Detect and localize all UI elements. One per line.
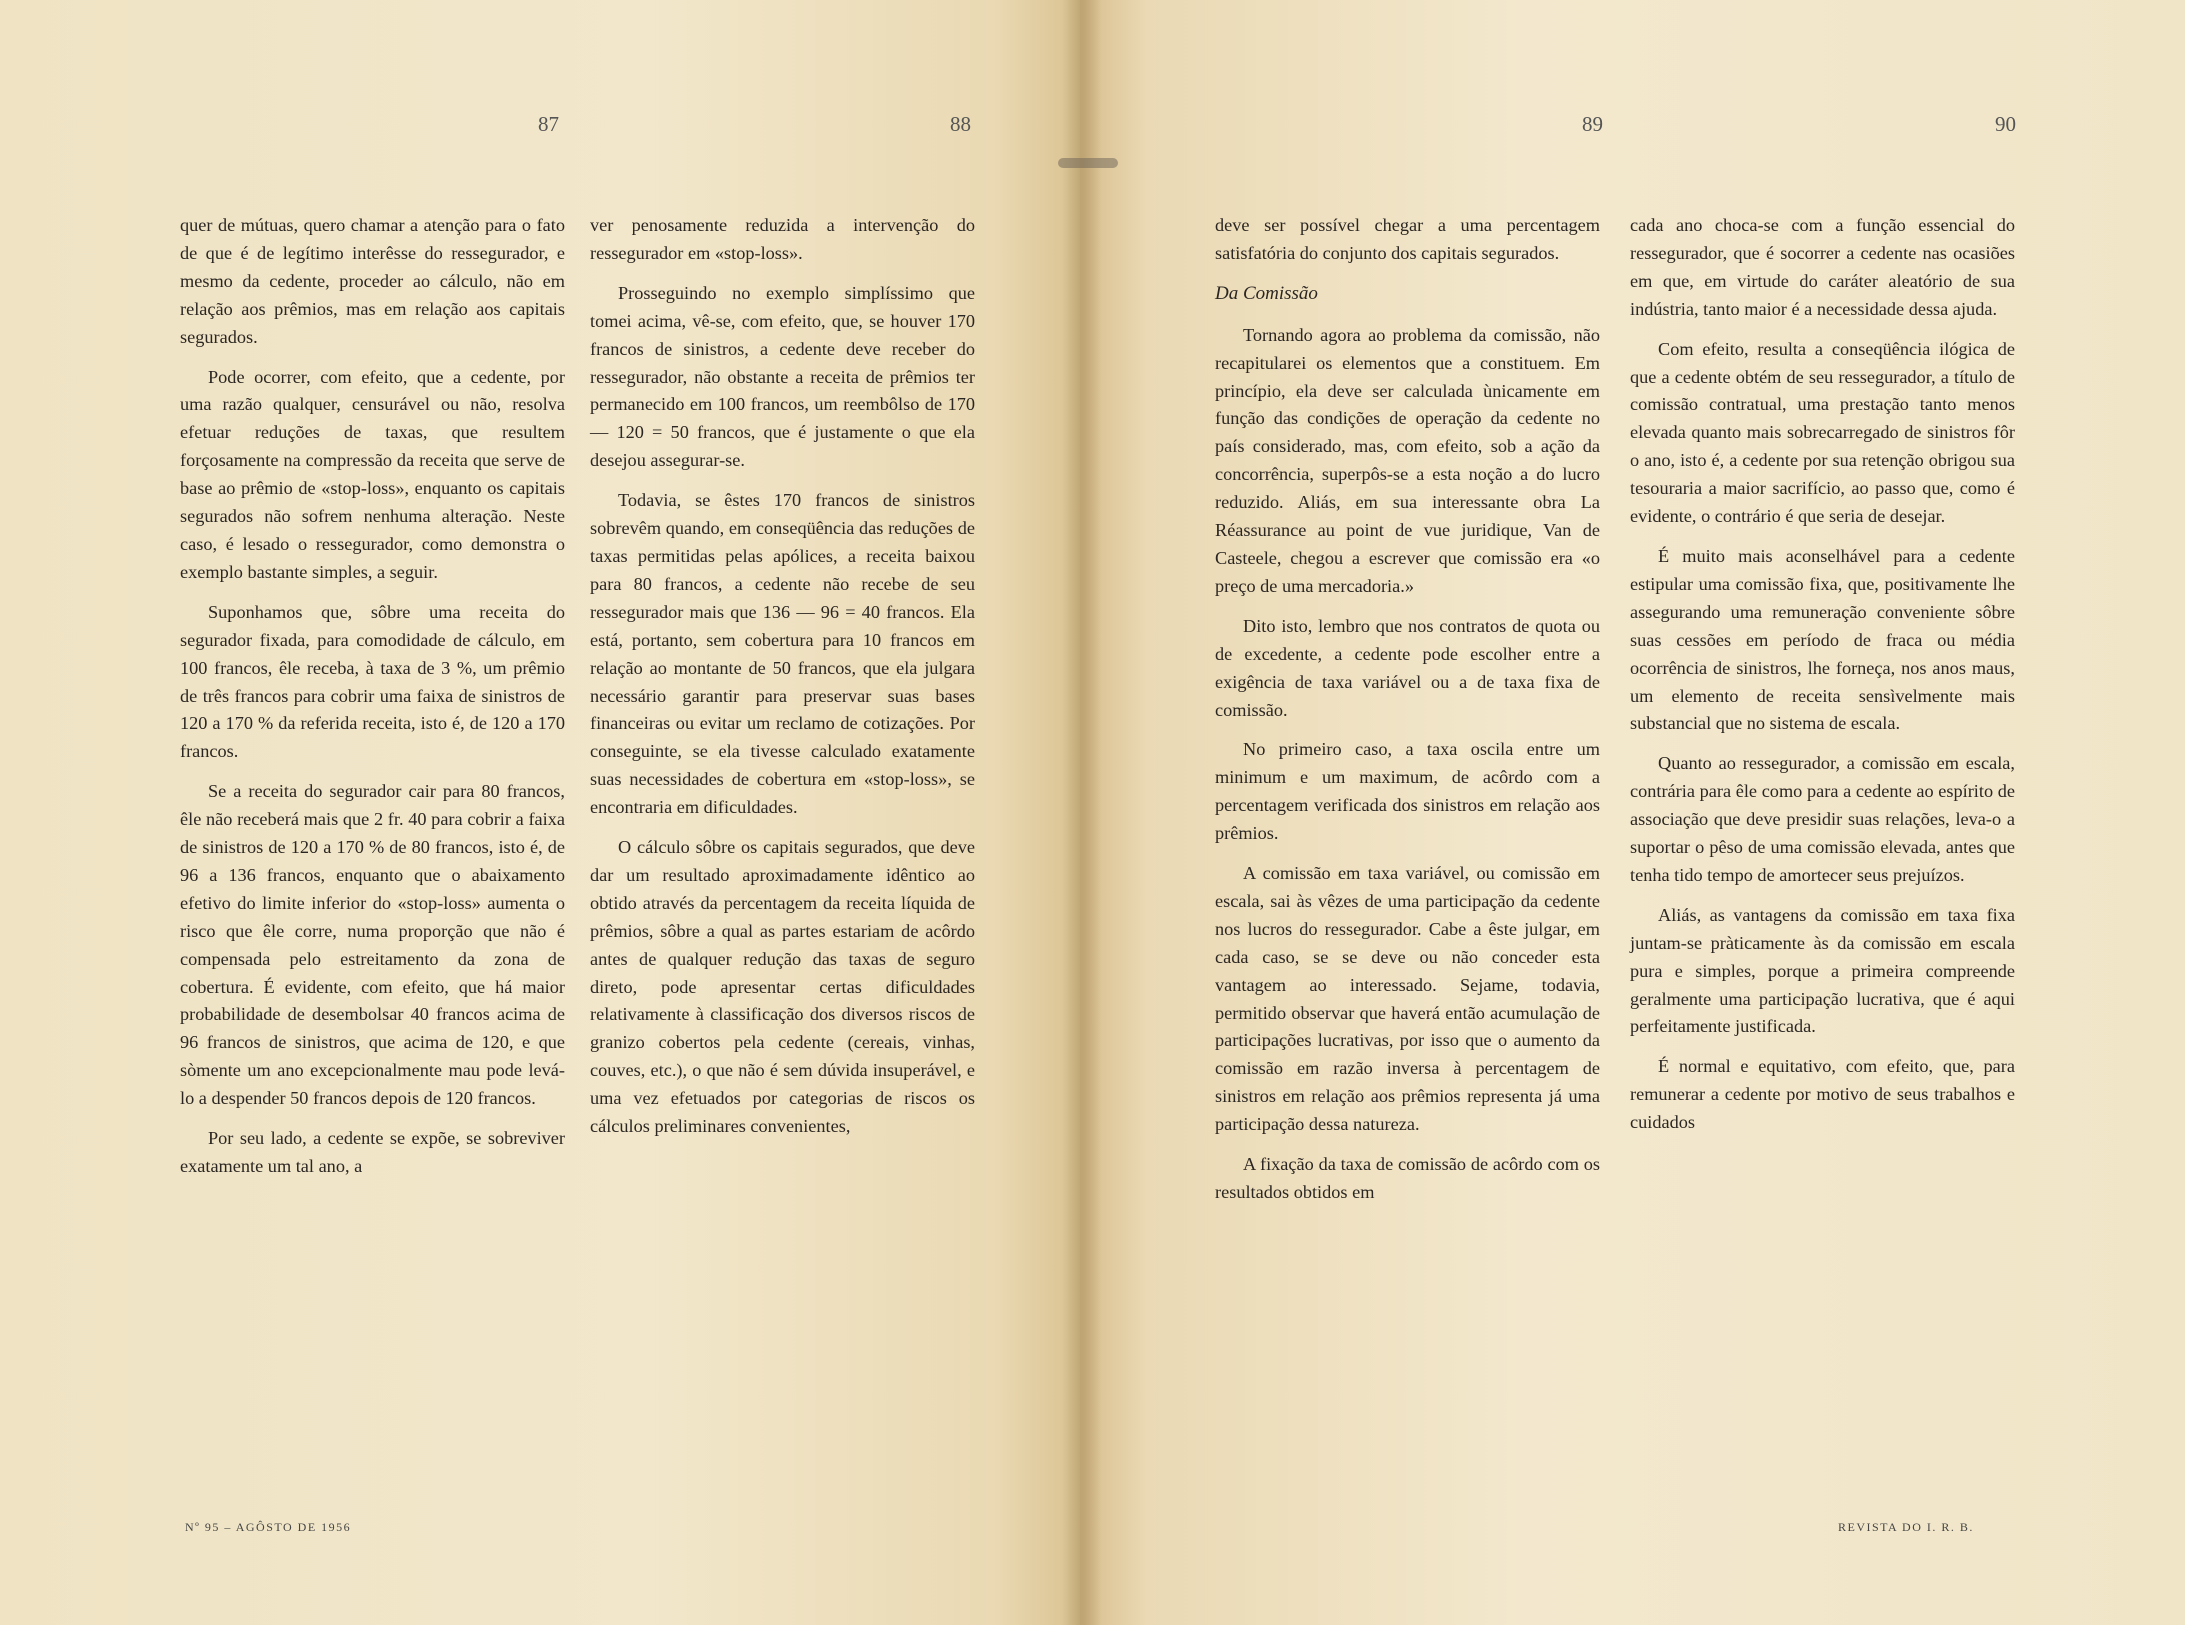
page-number-87: 87 — [538, 112, 559, 136]
paragraph: A comissão em taxa variável, ou comissão em escala, sai às vêzes de uma participação da cedente nos lucros do ressegurador. Cabe a êste julgar, em cada caso, se se deve ou não conceder esta vantagem ao interessado. Sejame, todavia, permitido observar que haverá então acumulação de participações lucrativas, por isso que o aumento da comissão em razão inversa à percentagem de sinistros em relação aos prêmios representa já uma participação dessa natureza. — [1215, 863, 1600, 1135]
paragraph: cada ano choca-se com a função essencial do ressegurador, que é socorrer a cedente nas ocasiões em que, em virtude do caráter aleatório de sua indústria, tanto maior é a necessidade dessa ajuda. — [1630, 215, 2015, 319]
paragraph: A fixação da taxa de comissão de acôrdo com os resultados obtidos em — [1215, 1154, 1600, 1202]
staple-mark — [1058, 158, 1118, 168]
page-number-89: 89 — [1582, 112, 1603, 136]
page-90-text-column — [1630, 212, 2015, 1149]
page-number-88: 88 — [950, 112, 971, 136]
paragraph: No primeiro caso, a taxa oscila entre um minimum e um maximum, de acôrdo com a percentagem verificada dos sinistros em relação aos prêmios. — [1215, 739, 1600, 844]
paragraph: Pode ocorrer, com efeito, que a cedente, por uma razão qualquer, censurável ou não, resolva efetuar reduções de taxas, que resultem forçosamente na compressão da receita que serve de base ao prêmio de «stop-loss», enquanto os capitais segurados não sofrem nenhuma alteração. Neste caso, é lesado o ressegurador, como demonstra o exemplo bastante simples, a seguir. — [180, 366, 565, 582]
paragraph: Todavia, se êstes 170 francos de sinistros sobrevêm quando, em conseqüência das reduções de taxas permitidas pelas apólices, a receita baixou para 80 francos, a cedente não recebe de seu ressegurador mais que 136 — 96 = 40 francos. Ela está, portanto, sem cobertura para 10 francos em relação ao montante de 50 francos, que ela julgara necessário garantir para preservar suas bases financeiras ou evitar um reclamo de cotizações. Por conseguinte, se ela tivesse calculado exatamente suas necessidades de cobertura em «stop-loss», se encontraria em dificuldades. — [590, 490, 975, 818]
paragraph: Com efeito, resulta a conseqüência ilógica de que a cedente obtém de seu ressegurador, a título de comissão contratual, uma prestação tanto menos elevada quanto mais sobrecarregado de sinistros fôr o ano, isto é, a cedente por sua retenção obrigou sua tesouraria a maior sacrifício, ao passo que, como é evidente, o contrário é que seria de desejar. — [1630, 338, 2015, 527]
paragraph: Por seu lado, a cedente se expõe, se sobreviver exatamente um tal ano, a — [180, 1128, 565, 1176]
page-88-text-column — [590, 212, 975, 1153]
section-heading: Da Comissão — [1215, 282, 1318, 304]
paragraph: É normal e equitativo, com efeito, que, para remunerar a cedente por motivo de seus trabalhos e cuidados — [1630, 1056, 2015, 1133]
paragraph: É muito mais aconselhável para a cedente estipular uma comissão fixa, que, positivamente lhe assegurando uma remuneração conveniente sôbre suas cessões em período de fraca ou média ocorrência de sinistros, lhe forneça, nos anos maus, um elemento de receita sensìvelmente mais substancial que no sistema de escala. — [1630, 545, 2015, 734]
paragraph: Aliás, as vantagens da comissão em taxa fixa juntam-se pràticamente às da comissão em escala pura e simples, porque a primeira compreende geralmente uma participação lucrativa, que é aqui perfeitamente justificada. — [1630, 904, 2015, 1037]
page-footer-issue: Nº 95 – AGÔSTO DE 1956 — [185, 1520, 352, 1534]
paragraph: O cálculo sôbre os capitais segurados, que deve dar um resultado aproximadamente idêntico ao obtido através da percentagem da receita líquida de prêmios, sôbre a qual as partes estariam de acôrdo antes de qualquer redução das taxas de seguro direto, pode apresentar certas dificuldades relativamente à classificação dos diversos riscos de granizo cobertos pela cedente (cereais, vinhas, couves, etc.), o que não é sem dúvida insuperável, e uma vez efetuados por categorias de riscos os cálculos preliminares convenientes, — [590, 837, 975, 1137]
paragraph: quer de mútuas, quero chamar a atenção para o fato de que é de legítimo interêsse do ressegurador, e mesmo da cedente, proceder ao cálculo, não em relação aos prêmios, mas em relação aos capitais segurados. — [180, 215, 565, 347]
paragraph: Dito isto, lembro que nos contratos de quota ou de excedente, a cedente pode escolher entre a exigência de taxa variável ou a de taxa fixa de comissão. — [1215, 615, 1600, 720]
paragraph: Suponhamos que, sôbre uma receita do segurador fixada, para comodidade de cálculo, em 100 francos, êle receba, à taxa de 3 %, um prêmio de três francos para cobrir uma faixa de sinistros de 120 a 170 % da referida receita, isto é, de 120 a 170 francos. — [180, 601, 565, 762]
binding-gutter — [1062, 0, 1102, 1625]
page-89-text-column — [1215, 212, 1600, 1219]
paragraph: ver penosamente reduzida a intervenção do ressegurador em «stop-loss». — [590, 215, 975, 263]
page-87-text-column — [180, 212, 565, 1193]
paragraph: Prosseguindo no exemplo simplíssimo que tomei acima, vê-se, com efeito, que, se houver 170 francos de sinistros, a cedente deve receber do ressegurador, não obstante a receita de prêmios ter permanecido em 100 francos, um reembôlso de 170 — 120 = 50 francos, que é justamente o que ela desejou assegurar-se. — [590, 282, 975, 471]
page-number-90: 90 — [1995, 112, 2016, 136]
paragraph: Tornando agora ao problema da comissão, não recapitularei os elementos que a constituem. Em princípio, ela deve ser calculada ùnicamente em função das condições de operação da cedente no país considerado, mas, com efeito, sob a ação da concorrência, superpôs-se a esta noção a do lucro reduzido. Aliás, em sua interessante obra La Réassurance au point de vue juridique, Van de Casteele, chegou a escrever que comissão era «o preço de uma mercadoria.» — [1215, 324, 1600, 596]
paragraph: deve ser possível chegar a uma percentagem satisfatória do conjunto dos capitais segurados. — [1215, 215, 1600, 263]
paragraph: Se a receita do segurador cair para 80 francos, êle não receberá mais que 2 fr. 40 para cobrir a faixa de sinistros de 120 a 170 % de 80 francos, isto é, de 96 a 136 francos, enquanto que o abaixamento efetivo do limite inferior do «stop-loss» aumenta o risco que êle corre, numa proporção que não é compensada pelo estreitamento da zona de cobertura. É evidente, com efeito, que há maior probabilidade de desembolsar 40 francos acima de 96 francos de sinistros, que acima de 120, e que sòmente um ano excepcionalmente mau pode levá-lo a despender 50 francos depois de 120 francos. — [180, 781, 565, 1109]
page-footer-journal: REVISTA DO I. R. B. — [1838, 1520, 1974, 1534]
paragraph: Quanto ao ressegurador, a comissão em escala, contrária para êle como para a cedente ao espírito de associação que deve presidir suas relações, leva-o a suportar o pêso de uma comissão elevada, antes que tenha tido tempo de amortecer seus prejuízos. — [1630, 753, 2015, 885]
